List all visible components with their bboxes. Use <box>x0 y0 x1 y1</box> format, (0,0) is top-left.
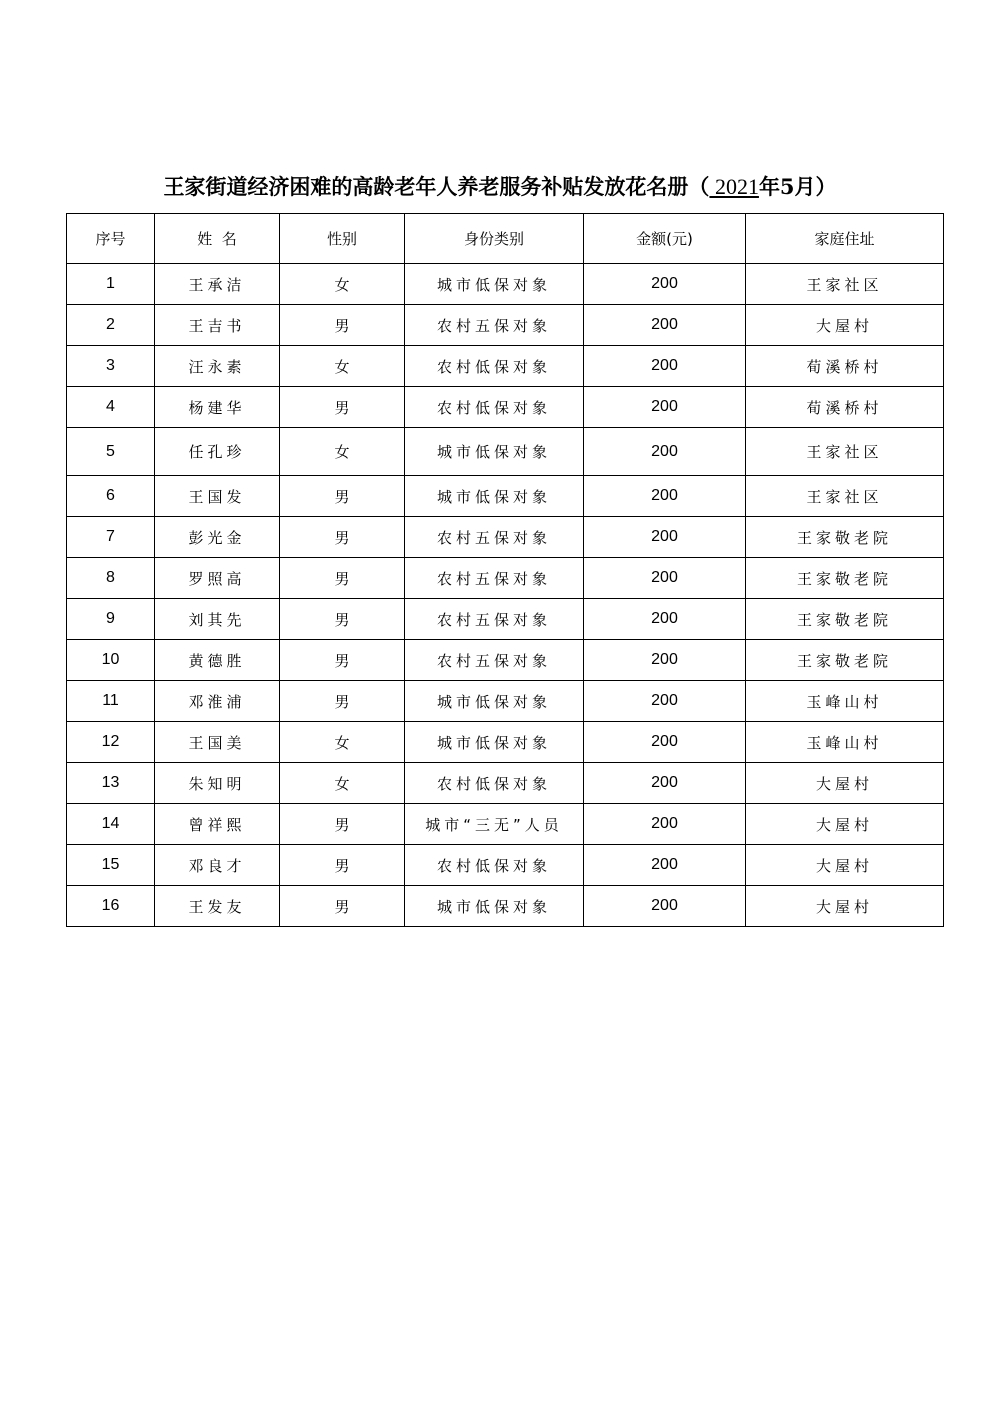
cell-address: 王家社区 <box>746 476 944 517</box>
page-title <box>0 172 1000 202</box>
cell-name: 黄德胜 <box>155 640 280 681</box>
title-year: 2021 <box>709 174 759 199</box>
cell-seq: 8 <box>67 558 155 599</box>
cell-category: 农村五保对象 <box>405 599 584 640</box>
cell-category: 农村低保对象 <box>405 346 584 387</box>
cell-address: 王家敬老院 <box>746 640 944 681</box>
cell-name: 曾祥熙 <box>155 804 280 845</box>
cell-seq: 10 <box>67 640 155 681</box>
cell-gender: 女 <box>280 264 405 305</box>
cell-address: 大屋村 <box>746 305 944 346</box>
cell-amount: 200 <box>584 681 746 722</box>
table-row <box>67 476 944 517</box>
header-category: 身份类别 <box>405 214 584 264</box>
header-amount: 金额(元) <box>584 214 746 264</box>
cell-category: 城市低保对象 <box>405 428 584 476</box>
table-row <box>67 763 944 804</box>
cell-name: 邓良才 <box>155 845 280 886</box>
cell-gender: 男 <box>280 476 405 517</box>
table-row <box>67 558 944 599</box>
cell-address: 大屋村 <box>746 763 944 804</box>
cell-amount: 200 <box>584 599 746 640</box>
cell-category: 农村五保对象 <box>405 305 584 346</box>
table-row <box>67 599 944 640</box>
cell-category: 农村五保对象 <box>405 558 584 599</box>
cell-gender: 男 <box>280 681 405 722</box>
cell-amount: 200 <box>584 264 746 305</box>
table-row <box>67 722 944 763</box>
cell-amount: 200 <box>584 763 746 804</box>
cell-seq: 7 <box>67 517 155 558</box>
cell-gender: 男 <box>280 804 405 845</box>
cell-name: 邓淮浦 <box>155 681 280 722</box>
cell-gender: 男 <box>280 886 405 927</box>
cell-amount: 200 <box>584 845 746 886</box>
cell-amount: 200 <box>584 640 746 681</box>
cell-name: 杨建华 <box>155 387 280 428</box>
cell-seq: 13 <box>67 763 155 804</box>
table-row <box>67 428 944 476</box>
cell-address: 王家敬老院 <box>746 558 944 599</box>
cell-amount: 200 <box>584 804 746 845</box>
table-row <box>67 681 944 722</box>
cell-gender: 女 <box>280 346 405 387</box>
cell-category: 城市低保对象 <box>405 264 584 305</box>
cell-amount: 200 <box>584 722 746 763</box>
cell-address: 王家敬老院 <box>746 599 944 640</box>
cell-name: 彭光金 <box>155 517 280 558</box>
cell-seq: 3 <box>67 346 155 387</box>
cell-seq: 16 <box>67 886 155 927</box>
title-prefix: 王家街道经济困难的高龄老年人养老服务补贴发放花名册（ <box>163 174 710 199</box>
cell-gender: 男 <box>280 845 405 886</box>
cell-address: 荀溪桥村 <box>746 346 944 387</box>
cell-address: 玉峰山村 <box>746 722 944 763</box>
cell-category: 城市低保对象 <box>405 681 584 722</box>
cell-gender: 男 <box>280 640 405 681</box>
cell-category: 农村五保对象 <box>405 640 584 681</box>
cell-amount: 200 <box>584 387 746 428</box>
cell-amount: 200 <box>584 476 746 517</box>
cell-address: 玉峰山村 <box>746 681 944 722</box>
cell-seq: 14 <box>67 804 155 845</box>
cell-gender: 男 <box>280 558 405 599</box>
cell-address: 大屋村 <box>746 886 944 927</box>
cell-category: 城市低保对象 <box>405 886 584 927</box>
cell-seq: 6 <box>67 476 155 517</box>
cell-seq: 4 <box>67 387 155 428</box>
cell-name: 王发友 <box>155 886 280 927</box>
cell-address: 荀溪桥村 <box>746 387 944 428</box>
cell-seq: 12 <box>67 722 155 763</box>
cell-name: 王承洁 <box>155 264 280 305</box>
cell-gender: 女 <box>280 428 405 476</box>
table-row <box>67 517 944 558</box>
cell-gender: 女 <box>280 763 405 804</box>
cell-category: 城市低保对象 <box>405 722 584 763</box>
table-row <box>67 640 944 681</box>
table-row <box>67 346 944 387</box>
cell-address: 王家社区 <box>746 428 944 476</box>
table-body <box>67 264 944 927</box>
cell-amount: 200 <box>584 517 746 558</box>
table-row <box>67 264 944 305</box>
cell-amount: 200 <box>584 346 746 387</box>
cell-name: 任孔珍 <box>155 428 280 476</box>
cell-seq: 11 <box>67 681 155 722</box>
cell-seq: 15 <box>67 845 155 886</box>
header-seq: 序号 <box>67 214 155 264</box>
subsidy-roster-table <box>66 213 944 927</box>
table-row <box>67 886 944 927</box>
table-row <box>67 845 944 886</box>
cell-name: 汪永素 <box>155 346 280 387</box>
table-header-row <box>67 214 944 264</box>
cell-name: 罗照高 <box>155 558 280 599</box>
cell-seq: 2 <box>67 305 155 346</box>
table-row <box>67 387 944 428</box>
cell-seq: 5 <box>67 428 155 476</box>
cell-gender: 男 <box>280 517 405 558</box>
cell-category: 农村低保对象 <box>405 845 584 886</box>
cell-address: 王家社区 <box>746 264 944 305</box>
title-suffix: 年5月） <box>758 174 837 199</box>
cell-amount: 200 <box>584 558 746 599</box>
header-name: 姓 名 <box>155 214 280 264</box>
table-row <box>67 305 944 346</box>
cell-address: 大屋村 <box>746 804 944 845</box>
cell-name: 刘其先 <box>155 599 280 640</box>
cell-category: 农村低保对象 <box>405 387 584 428</box>
header-address: 家庭住址 <box>746 214 944 264</box>
cell-category: 城市“三无”人员 <box>405 804 584 845</box>
cell-name: 王国美 <box>155 722 280 763</box>
cell-gender: 男 <box>280 305 405 346</box>
cell-amount: 200 <box>584 305 746 346</box>
cell-category: 城市低保对象 <box>405 476 584 517</box>
cell-amount: 200 <box>584 886 746 927</box>
cell-category: 农村五保对象 <box>405 517 584 558</box>
cell-name: 王国发 <box>155 476 280 517</box>
cell-name: 朱知明 <box>155 763 280 804</box>
cell-seq: 1 <box>67 264 155 305</box>
cell-name: 王吉书 <box>155 305 280 346</box>
cell-gender: 女 <box>280 722 405 763</box>
cell-address: 大屋村 <box>746 845 944 886</box>
cell-gender: 男 <box>280 599 405 640</box>
cell-gender: 男 <box>280 387 405 428</box>
cell-category: 农村低保对象 <box>405 763 584 804</box>
table-row <box>67 804 944 845</box>
cell-seq: 9 <box>67 599 155 640</box>
cell-address: 王家敬老院 <box>746 517 944 558</box>
header-gender: 性别 <box>280 214 405 264</box>
cell-amount: 200 <box>584 428 746 476</box>
